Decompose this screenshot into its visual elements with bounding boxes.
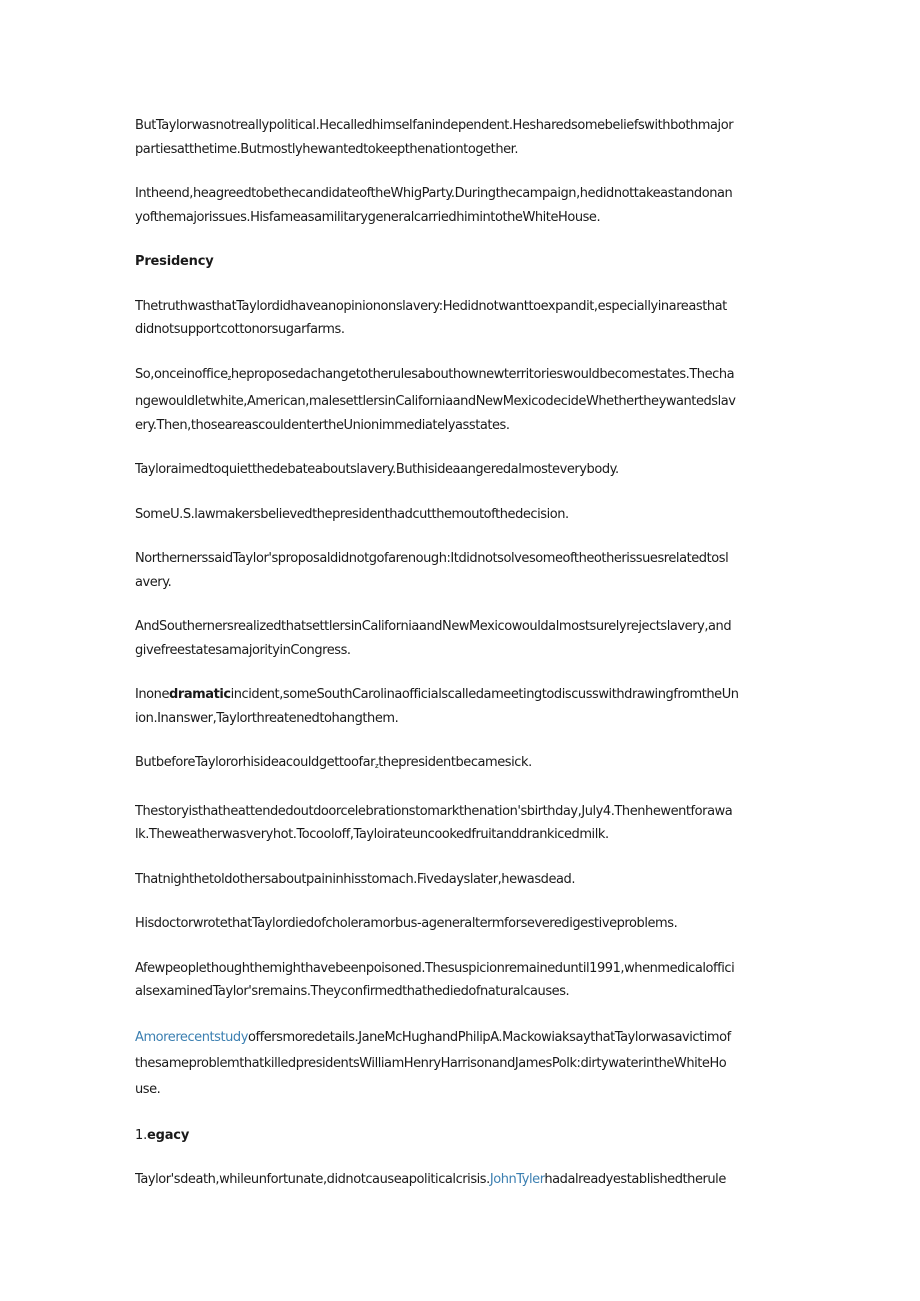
paragraph-line: ery.Then,thoseareascouldentertheUnionimmediatelyasstates. bbox=[135, 417, 510, 433]
subscript-mark: z bbox=[227, 373, 231, 382]
text-run: thepresidentbecamesick. bbox=[378, 755, 532, 770]
text-run: Inone bbox=[135, 687, 170, 702]
text-run: heproposedachangetotherulesabouthownewterritorieswouldbecomestates.Thecha bbox=[230, 366, 735, 382]
paragraph bbox=[135, 615, 781, 662]
paragraph-line: HisdoctorwrotethatTaylordiedofcholeramorbus-ageneraltermforseveredigestiveproblems. bbox=[135, 916, 678, 931]
text-run: ButbeforeTaylororhisideacouldgettoofar bbox=[135, 755, 376, 770]
text-run: So,onceinoffice bbox=[135, 366, 228, 382]
paragraph-line: use. bbox=[135, 1081, 161, 1097]
paragraph-line: avery. bbox=[135, 574, 172, 590]
paragraph-line: didnotsupportcottonorsugarfarms. bbox=[135, 322, 345, 337]
paragraph bbox=[135, 912, 781, 936]
paragraph-line: partiesatthetime.Butmostlyhewantedtokeepthenationtogether. bbox=[135, 141, 519, 157]
paragraph bbox=[135, 114, 781, 161]
recent-study-link[interactable]: Amorerecentstudy bbox=[135, 1029, 248, 1045]
paragraph bbox=[135, 295, 781, 342]
paragraph-line: ThetruthwasthatTaylordidhaveanopiniononslavery:Hedidnotwanttoexpandit,especiallyinareasthat bbox=[135, 298, 727, 314]
john-tyler-link[interactable]: JohnTyler bbox=[489, 1172, 545, 1187]
paragraph-line: AndSouthernersrealizedthatsettlersinCaliforniaandNewMexicowouldalmostsurelyrejectslavery,and bbox=[135, 619, 732, 634]
text-run: offersmoredetails.JaneMcHughandPhilipA.MackowiaksaythatTaylorwasavictimof bbox=[247, 1029, 731, 1045]
paragraph bbox=[135, 957, 781, 1004]
paragraph-line bbox=[135, 751, 781, 779]
text-run: incident,someSouthCarolinaofficialscalledameetingtodiscusswithdrawingfromtheUn bbox=[230, 687, 739, 702]
paragraph bbox=[135, 683, 781, 730]
paragraph-line bbox=[135, 1025, 781, 1051]
text-run: Taylor'sdeath,whileunfortunate,didnotcauseapoliticalcrisis. bbox=[135, 1172, 490, 1187]
paragraph-line: NorthernerssaidTaylor'sproposaldidnotgofarenough:Itdidnotsolvesomeoftheotherissuesrelatedtosl bbox=[135, 551, 729, 566]
paragraph-line: Thatnighthetoldothersaboutpaininhisstomach.Fivedayslater,hewasdead. bbox=[135, 871, 575, 887]
heading-number: 1. bbox=[135, 1127, 148, 1143]
paragraph bbox=[135, 1168, 781, 1192]
bold-word: dramatic bbox=[169, 687, 231, 702]
paragraph-line: lk.Theweatherwasveryhot.Tocooloff,Tayloirateuncookedfruitanddrankicedmilk. bbox=[135, 827, 609, 842]
paragraph-line bbox=[135, 683, 781, 707]
section-heading-legacy bbox=[135, 1124, 781, 1148]
paragraph-line: thesameproblemthatkilledpresidentsWilliamHenryHarrisonandJamesPolk:dirtywaterintheWhiteHo bbox=[135, 1055, 727, 1071]
paragraph bbox=[135, 503, 781, 527]
paragraph-line: alsexaminedTaylor'sremains.Theyconfirmedthathediedofnaturalcauses. bbox=[135, 984, 570, 999]
section-heading-presidency: Presidency bbox=[135, 254, 214, 269]
paragraph-line bbox=[135, 363, 781, 391]
paragraph-line: yofthemajorissues.HisfameasamilitarygeneralcarriedhimintotheWhiteHouse. bbox=[135, 209, 601, 225]
paragraph bbox=[135, 182, 781, 229]
paragraph-line: givefreestatesamajorityinCongress. bbox=[135, 642, 351, 658]
paragraph-line: Tayloraimedtoquietthedebateaboutslavery.Buthisideaangeredalmosteverybody. bbox=[135, 462, 619, 477]
paragraph bbox=[135, 363, 781, 438]
paragraph bbox=[135, 458, 781, 482]
paragraph-line: Afewpeoplethoughthemighthavebeenpoisoned.Thesuspicionremaineduntil1991,whenmedicaloffici bbox=[135, 960, 735, 976]
paragraph bbox=[135, 800, 781, 847]
paragraph-line: Intheend,heagreedtobethecandidateoftheWhigParty.Duringthecampaign,hedidnottakeastandonan bbox=[135, 186, 733, 201]
paragraph bbox=[135, 868, 781, 892]
article-body bbox=[135, 114, 781, 1213]
paragraph-line: SomeU.S.lawmakersbelievedthepresidenthadcutthemoutofthedecision. bbox=[135, 506, 569, 522]
paragraph bbox=[135, 547, 781, 594]
heading-text: egacy bbox=[147, 1127, 190, 1143]
text-run: hadalreadyestablishedtherule bbox=[544, 1172, 726, 1187]
paragraph bbox=[135, 751, 781, 779]
paragraph-line: ngewouldletwhite,American,malesettlersinCaliforniaandNewMexicodecideWhethertheywantedslav bbox=[135, 394, 736, 409]
paragraph-line bbox=[135, 1168, 781, 1192]
paragraph-line: ButTaylorwasnotreallypolitical.Hecalledhimselfanindependent.Hesharedsomebeliefswithbothmajor bbox=[135, 118, 734, 133]
paragraph-line: Thestoryisthatheattendedoutdoorcelebrationstomarkthenation'sbirthday,July4.Thenhewentforawa bbox=[135, 803, 733, 819]
paragraph bbox=[135, 1025, 781, 1103]
paragraph-line: ion.Inanswer,Taylorthreatenedtohangthem. bbox=[135, 710, 399, 726]
subscript-mark: z bbox=[375, 762, 379, 770]
